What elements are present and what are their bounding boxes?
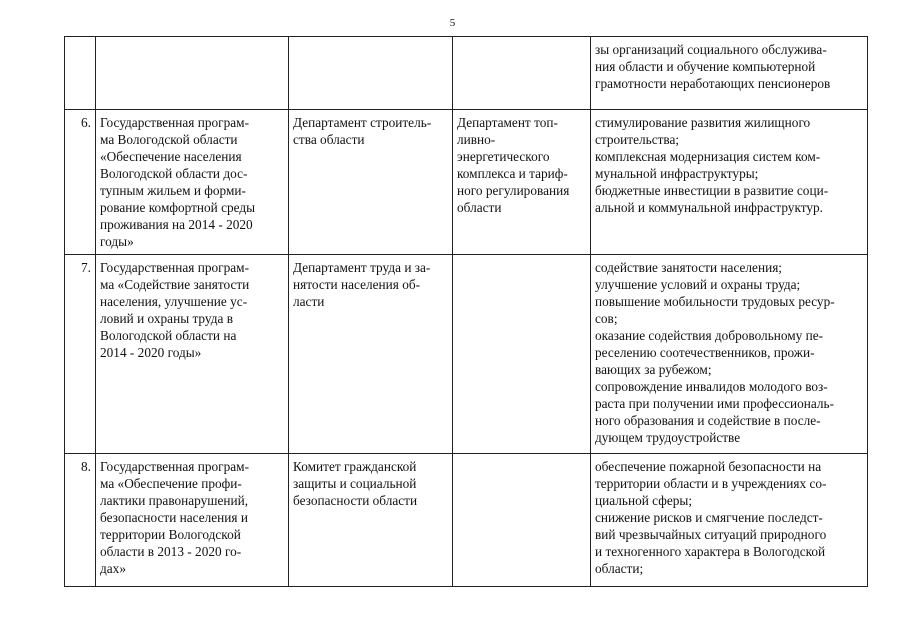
responsible-text-line: защиты и социальной [293, 476, 417, 491]
responsible-cell [289, 37, 453, 110]
program-text-line: Вологодской области дос- [100, 166, 248, 181]
tasks-text-line: циальной сферы; [595, 493, 693, 508]
tasks-cell [591, 110, 868, 255]
program-cell [96, 454, 289, 587]
tasks-text-line: реселению соотечественников, прожи- [595, 345, 815, 360]
tasks-text-line: сопровождение инвалидов молодого воз- [595, 379, 828, 394]
program-text-line: дах» [100, 561, 126, 576]
tasks-text-line: строительства; [595, 132, 680, 147]
program-cell [96, 255, 289, 454]
responsible-text-line: ласти [293, 294, 325, 309]
tasks-text-line: территории области и в учреждениях со- [595, 476, 827, 491]
tasks-text-line: оказание содействия добровольному пе- [595, 328, 824, 343]
program-text-line: тупным жильем и форми- [100, 183, 246, 198]
responsible-text-line: Комитет гражданской [293, 459, 417, 474]
program-cell [96, 110, 289, 255]
row-number-cell: 6. [65, 110, 96, 255]
tasks-text-line: вающих за рубежом; [595, 362, 712, 377]
tasks-text-line: содействие занятости населения; [595, 260, 783, 275]
responsible-text-line: нятости населения об- [293, 277, 421, 292]
tasks-text-line: сов; [595, 311, 618, 326]
program-text-line: проживания на 2014 - 2020 [100, 217, 253, 232]
program-text-line: Государственная програм- [100, 260, 249, 275]
table-row [65, 255, 868, 454]
program-text-line: населения, улучшение ус- [100, 294, 248, 309]
page-number: 5 [449, 17, 456, 29]
coexecutor-cell [453, 110, 591, 255]
program-text-line: рование комфортной среды [100, 200, 256, 215]
coexecutor-text-line: области [457, 200, 502, 215]
tasks-cell [591, 37, 868, 110]
coexecutor-text-line: ливно- [457, 132, 496, 147]
responsible-text-line: безопасности области [293, 493, 418, 508]
program-text-line: Вологодской области на [100, 328, 237, 343]
tasks-text-line: альной и коммунальной инфраструктур. [595, 200, 823, 215]
tasks-text-line: ного образования и содействие в после- [595, 413, 821, 428]
program-text-line: Государственная програм- [100, 459, 249, 474]
table-row [65, 454, 868, 587]
tasks-text-line: и техногенного характера в Вологодской [595, 544, 826, 559]
coexecutor-cell [453, 255, 591, 454]
table-row [65, 37, 868, 110]
program-text-line: 2014 - 2020 годы» [100, 345, 202, 360]
program-text-line: Государственная програм- [100, 115, 249, 130]
tasks-text-line: зы организаций социального обслужива- [595, 42, 827, 57]
tasks-text-line: бюджетные инвестиции в развитие соци- [595, 183, 829, 198]
responsible-text-line: Департамент труда и за- [293, 260, 431, 275]
tasks-text-line: обеспечение пожарной безопасности на [595, 459, 822, 474]
program-text-line: ма «Обеспечение профи- [100, 476, 242, 491]
programs-table [64, 36, 868, 587]
tasks-text-line: раста при получении ими профессиональ- [595, 396, 835, 411]
tasks-text-line: дующем трудоустройстве [595, 430, 741, 445]
table-row [65, 110, 868, 255]
program-text-line: безопасности населения и [100, 510, 248, 525]
row-number-cell: 7. [65, 255, 96, 454]
program-text-line: ма «Содействие занятости [100, 277, 250, 292]
tasks-text-line: вий чрезвычайных ситуаций природного [595, 527, 827, 542]
program-text-line: области в 2013 - 2020 го- [100, 544, 242, 559]
program-text-line: территории Вологодской [100, 527, 241, 542]
coexecutor-text-line: энергетического [457, 149, 550, 164]
tasks-text-line: стимулирование развития жилищного [595, 115, 811, 130]
coexecutor-cell [453, 37, 591, 110]
program-text-line: ма Вологодской области [100, 132, 238, 147]
program-text-line: годы» [100, 234, 134, 249]
responsible-cell [289, 255, 453, 454]
tasks-text-line: комплексная модернизация систем ком- [595, 149, 821, 164]
responsible-cell [289, 454, 453, 587]
program-text-line: «Обеспечение населения [100, 149, 242, 164]
responsible-text-line: Департамент строитель- [293, 115, 432, 130]
program-cell [96, 37, 289, 110]
coexecutor-text-line: Департамент топ- [457, 115, 558, 130]
tasks-text-line: мунальной инфраструктуры; [595, 166, 759, 181]
row-number-cell [65, 37, 96, 110]
row-number-cell: 8. [65, 454, 96, 587]
program-text-line: лактики правонарушений, [100, 493, 249, 508]
coexecutor-text-line: ного регулирования [457, 183, 570, 198]
tasks-text-line: грамотности неработающих пенсионеров [595, 76, 831, 91]
responsible-text-line: ства области [293, 132, 365, 147]
tasks-text-line: повышение мобильности трудовых ресур- [595, 294, 835, 309]
tasks-cell [591, 454, 868, 587]
coexecutor-text-line: комплекса и тариф- [457, 166, 568, 181]
tasks-text-line: улучшение условий и охраны труда; [595, 277, 801, 292]
tasks-text-line: снижение рисков и смягчение последст- [595, 510, 823, 525]
coexecutor-cell [453, 454, 591, 587]
tasks-cell [591, 255, 868, 454]
responsible-cell [289, 110, 453, 255]
tasks-text-line: области; [595, 561, 644, 576]
tasks-text-line: ния области и обучение компьютерной [595, 59, 816, 74]
program-text-line: ловий и охраны труда в [100, 311, 233, 326]
